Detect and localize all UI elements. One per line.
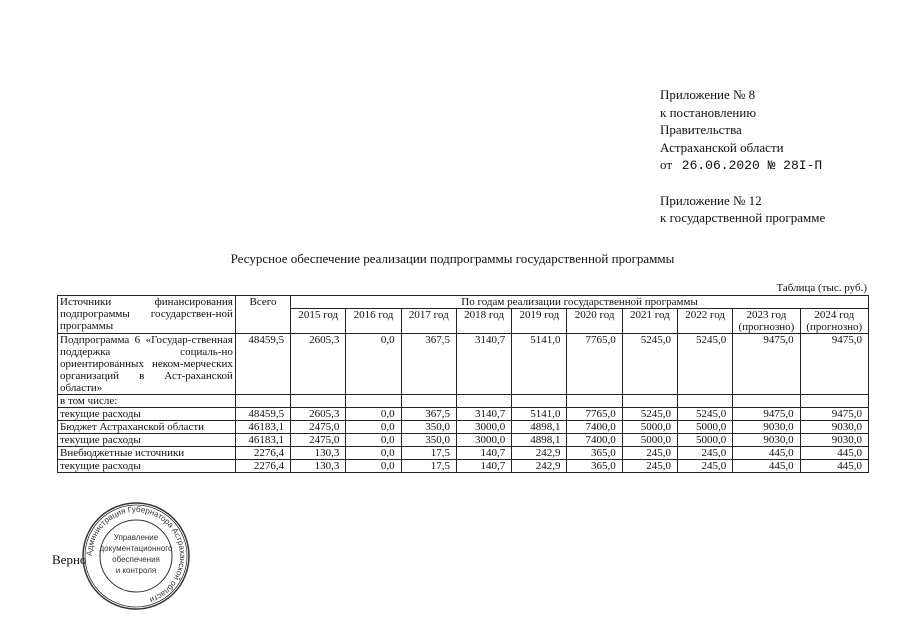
- table-row: [58, 395, 869, 408]
- row-value: 7400,0: [567, 434, 622, 447]
- row-value: 5245,0: [678, 408, 733, 421]
- header-year: 2018 год: [456, 309, 511, 334]
- header-year: 2015 год: [291, 309, 346, 334]
- row-value: 9030,0: [733, 434, 800, 447]
- empty-cell: [346, 395, 401, 408]
- empty-cell: [456, 395, 511, 408]
- table-row: [58, 334, 869, 395]
- row-value: 7765,0: [567, 408, 622, 421]
- header-total: Всего: [235, 296, 290, 334]
- header-source: Источники финансирования подпрограммы государствен-ной программы: [58, 296, 236, 334]
- row-total: 2276,4: [235, 447, 290, 460]
- row-total: 46183,1: [235, 434, 290, 447]
- row-value: 350,0: [401, 421, 456, 434]
- row-value: 2605,3: [291, 334, 346, 395]
- header-year: 2020 год: [567, 309, 622, 334]
- stamp-seal: [80, 500, 192, 612]
- header-year: 2019 год: [512, 309, 567, 334]
- row-value: 7765,0: [567, 334, 622, 395]
- row-value: 5245,0: [622, 334, 677, 395]
- row-value: 0,0: [346, 334, 401, 395]
- row-value: 9030,0: [800, 434, 868, 447]
- row-value: 2605,3: [291, 408, 346, 421]
- header-year: 2017 год: [401, 309, 456, 334]
- header-year: 2016 год: [346, 309, 401, 334]
- row-value: 5141,0: [512, 408, 567, 421]
- row-value: 245,0: [622, 447, 677, 460]
- row-value: 245,0: [678, 460, 733, 473]
- row-value: 9475,0: [733, 334, 800, 395]
- empty-cell: [512, 395, 567, 408]
- empty-cell: [567, 395, 622, 408]
- row-value: 367,5: [401, 334, 456, 395]
- row-value: 140,7: [456, 460, 511, 473]
- header-years-group: По годам реализации государственной программы: [291, 296, 869, 309]
- row-label: текущие расходы: [58, 408, 236, 421]
- header-line: к постановлению: [660, 104, 757, 120]
- svg-text:Администрация Губернатора Астр: Администрация Губернатора Астраханской области: [84, 504, 188, 605]
- row-value: 3140,7: [456, 408, 511, 421]
- row-value: 130,3: [291, 460, 346, 473]
- row-value: 5000,0: [678, 434, 733, 447]
- empty-cell: [800, 395, 868, 408]
- row-value: 5000,0: [622, 421, 677, 434]
- header-year: 2022 год: [678, 309, 733, 334]
- empty-cell: [235, 395, 290, 408]
- empty-cell: [622, 395, 677, 408]
- row-value: 5000,0: [622, 434, 677, 447]
- row-value: 9475,0: [800, 334, 868, 395]
- empty-cell: [291, 395, 346, 408]
- row-value: 350,0: [401, 434, 456, 447]
- table-unit-label: Таблица (тыс. руб.): [776, 282, 867, 294]
- row-total: 48459,5: [235, 334, 290, 395]
- row-value: 2475,0: [291, 421, 346, 434]
- empty-cell: [733, 395, 800, 408]
- header-line: к государственной программе: [660, 210, 826, 225]
- header-line: Приложение № 8: [660, 87, 756, 102]
- table-header-row: [58, 296, 869, 309]
- header-line: Правительства: [660, 122, 742, 137]
- row-label: в том числе:: [58, 395, 236, 408]
- table-row: [58, 421, 869, 434]
- row-value: 4898,1: [512, 434, 567, 447]
- header-year: 2023 год (прогнозно): [733, 309, 800, 334]
- row-value: 2475,0: [291, 434, 346, 447]
- row-value: 9475,0: [800, 408, 868, 421]
- table-row: [58, 460, 869, 473]
- row-value: 245,0: [678, 447, 733, 460]
- row-value: 445,0: [800, 460, 868, 473]
- row-value: 0,0: [346, 408, 401, 421]
- row-value: 17,5: [401, 460, 456, 473]
- row-value: 365,0: [567, 460, 622, 473]
- row-label: Подпрограмма 6 «Государ-ственная поддержка социаль-но ориентированных неком-мерческих организаций в Аст-раханской области»: [58, 334, 236, 395]
- empty-cell: [678, 395, 733, 408]
- header-year: 2024 год (прогнозно): [800, 309, 868, 334]
- row-value: 3000,0: [456, 421, 511, 434]
- row-total: 46183,1: [235, 421, 290, 434]
- row-value: 9030,0: [733, 421, 800, 434]
- row-value: 9030,0: [800, 421, 868, 434]
- row-label: текущие расходы: [58, 460, 236, 473]
- row-value: 0,0: [346, 421, 401, 434]
- document-title: Ресурсное обеспечение реализации подпрограммы государственной программы: [230, 251, 675, 266]
- row-value: 0,0: [346, 447, 401, 460]
- row-total: 48459,5: [235, 408, 290, 421]
- row-value: 7400,0: [567, 421, 622, 434]
- row-value: 17,5: [401, 447, 456, 460]
- table-row: [58, 434, 869, 447]
- row-total: 2276,4: [235, 460, 290, 473]
- date-value: 26.06.2020 № 28I-П: [681, 158, 823, 173]
- row-value: 445,0: [733, 447, 800, 460]
- header-date-line: [660, 156, 822, 175]
- row-value: 445,0: [800, 447, 868, 460]
- row-value: 5245,0: [622, 408, 677, 421]
- row-value: 0,0: [346, 460, 401, 473]
- row-value: 445,0: [733, 460, 800, 473]
- row-value: 0,0: [346, 434, 401, 447]
- row-value: 245,0: [622, 460, 677, 473]
- row-value: 242,9: [512, 447, 567, 460]
- header-line: Приложение № 12: [660, 193, 762, 208]
- row-label: Внебюджетные источники: [58, 447, 236, 460]
- row-value: 365,0: [567, 447, 622, 460]
- row-value: 3000,0: [456, 434, 511, 447]
- empty-cell: [401, 395, 456, 408]
- svg-text:Управлениедокументационногообе: Управление документационного обеспечения и контроля: [99, 533, 173, 575]
- row-label: текущие расходы: [58, 434, 236, 447]
- row-value: 367,5: [401, 408, 456, 421]
- table-row: [58, 447, 869, 460]
- table-row: [58, 408, 869, 421]
- row-value: 5141,0: [512, 334, 567, 395]
- row-value: 5245,0: [678, 334, 733, 395]
- row-value: 9475,0: [733, 408, 800, 421]
- row-value: 5000,0: [678, 421, 733, 434]
- appendix-header: [660, 86, 822, 175]
- row-value: 140,7: [456, 447, 511, 460]
- verno-label: Верно: [52, 552, 87, 567]
- row-value: 3140,7: [456, 334, 511, 395]
- appendix-header-2: [660, 192, 825, 226]
- header-year: 2021 год: [622, 309, 677, 334]
- header-line: Астраханской области: [660, 139, 784, 155]
- date-prefix: от: [660, 157, 673, 172]
- row-value: 130,3: [291, 447, 346, 460]
- row-value: 4898,1: [512, 421, 567, 434]
- row-value: 242,9: [512, 460, 567, 473]
- resource-table: [57, 295, 869, 473]
- row-label: Бюджет Астраханской области: [58, 421, 236, 434]
- official-stamp: [80, 500, 192, 617]
